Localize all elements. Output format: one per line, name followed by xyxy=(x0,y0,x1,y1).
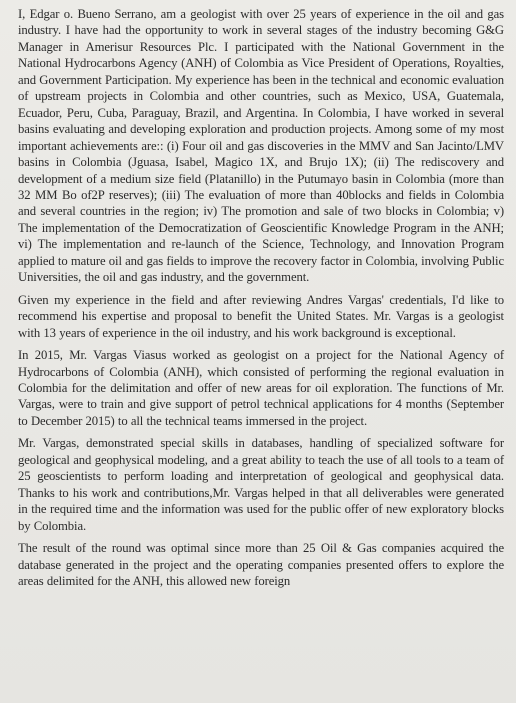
paragraph-skills: Mr. Vargas, demonstrated special skills in databases, handling of specialized software for geological and geophysical modeling, and a great ability to teach the use of all tools to a team of 25 geoscientists to perform loading and interpretation of geological and geophysical data. Thanks to his work and contributions,Mr. Vargas helped in that all deliverables were generated in the required time and the information was used for the public offer of new exploratory blocks by Colombia. xyxy=(18,436,504,533)
paragraph-recommendation: Given my experience in the field and after reviewing Andres Vargas' credentials, I'd like to recommend his expertise and proposal to benefit the United States. Mr. Vargas is a geologist with 13 years of experience in the oil industry, and his work background is exceptional. xyxy=(18,292,504,340)
paragraph-round-result: The result of the round was optimal since more than 25 Oil & Gas companies acquired the database generated in the project and the operating companies presented offers to explore the areas delimited for the ANH, this allowed new foreign xyxy=(18,541,504,588)
paragraph-introduction: I, Edgar o. Bueno Serrano, am a geologist with over 25 years of experience in the oil and gas industry. I have had the opportunity to work in several stages of the industry becoming G&G Manager in Amerisur Resources Plc. I participated with the National Government in the National Hydrocarbons Agency (ANH) of Colombia as Vice President of Operations, Royalties, and Government Participation. My experience has been in the technical and economic evaluation of upstream projects in Colombia and other countries, such as Mexico, USA, Guatemala, Ecuador, Peru, Cuba, Paraguay, Brazil, and Argentina. In Colombia, I have worked in several basins evaluating and developing exploration and production projects. Among some of my most important achievements are:: (i) Four oil and gas discoveries in the MMV and San Jacinto/LMV basins in Colombia (Jguasa, Isabel, Magico 1X, and Brujo 1X); (ii) The rediscovery and development of a medium size field (Platanillo) in the Putumayo basin in Colombia (more than 32 MM Bo of2P reserves); (iii) The evaluation of more than 40blocks and fields in Colombia and several countries in the region; iv) The promotion and sale of two blocks in Colombia; v) The implementation of the Democratization of Geoscientific Knowledge Program in the ANH; vi) The implementation and re-launch of the Science, Technology, and Innovation Program applied to mature oil and gas fields to improve the recovery factor in Colombia, involving Public Universities, the oil and gas industry, and the government. xyxy=(18,7,504,285)
paragraph-anh-project: In 2015, Mr. Vargas Viasus worked as geologist on a project for the National Agency of Hydrocarbons of Colombia (ANH), which consisted of performing the regional evaluation in Colombia for the delimitation and offer of new areas for oil exploration. The functions of Mr. Vargas, were to train and give support of petrol technical applications for 4 months (September to December 2015) to all the technical teams immersed in the project. xyxy=(18,348,504,428)
